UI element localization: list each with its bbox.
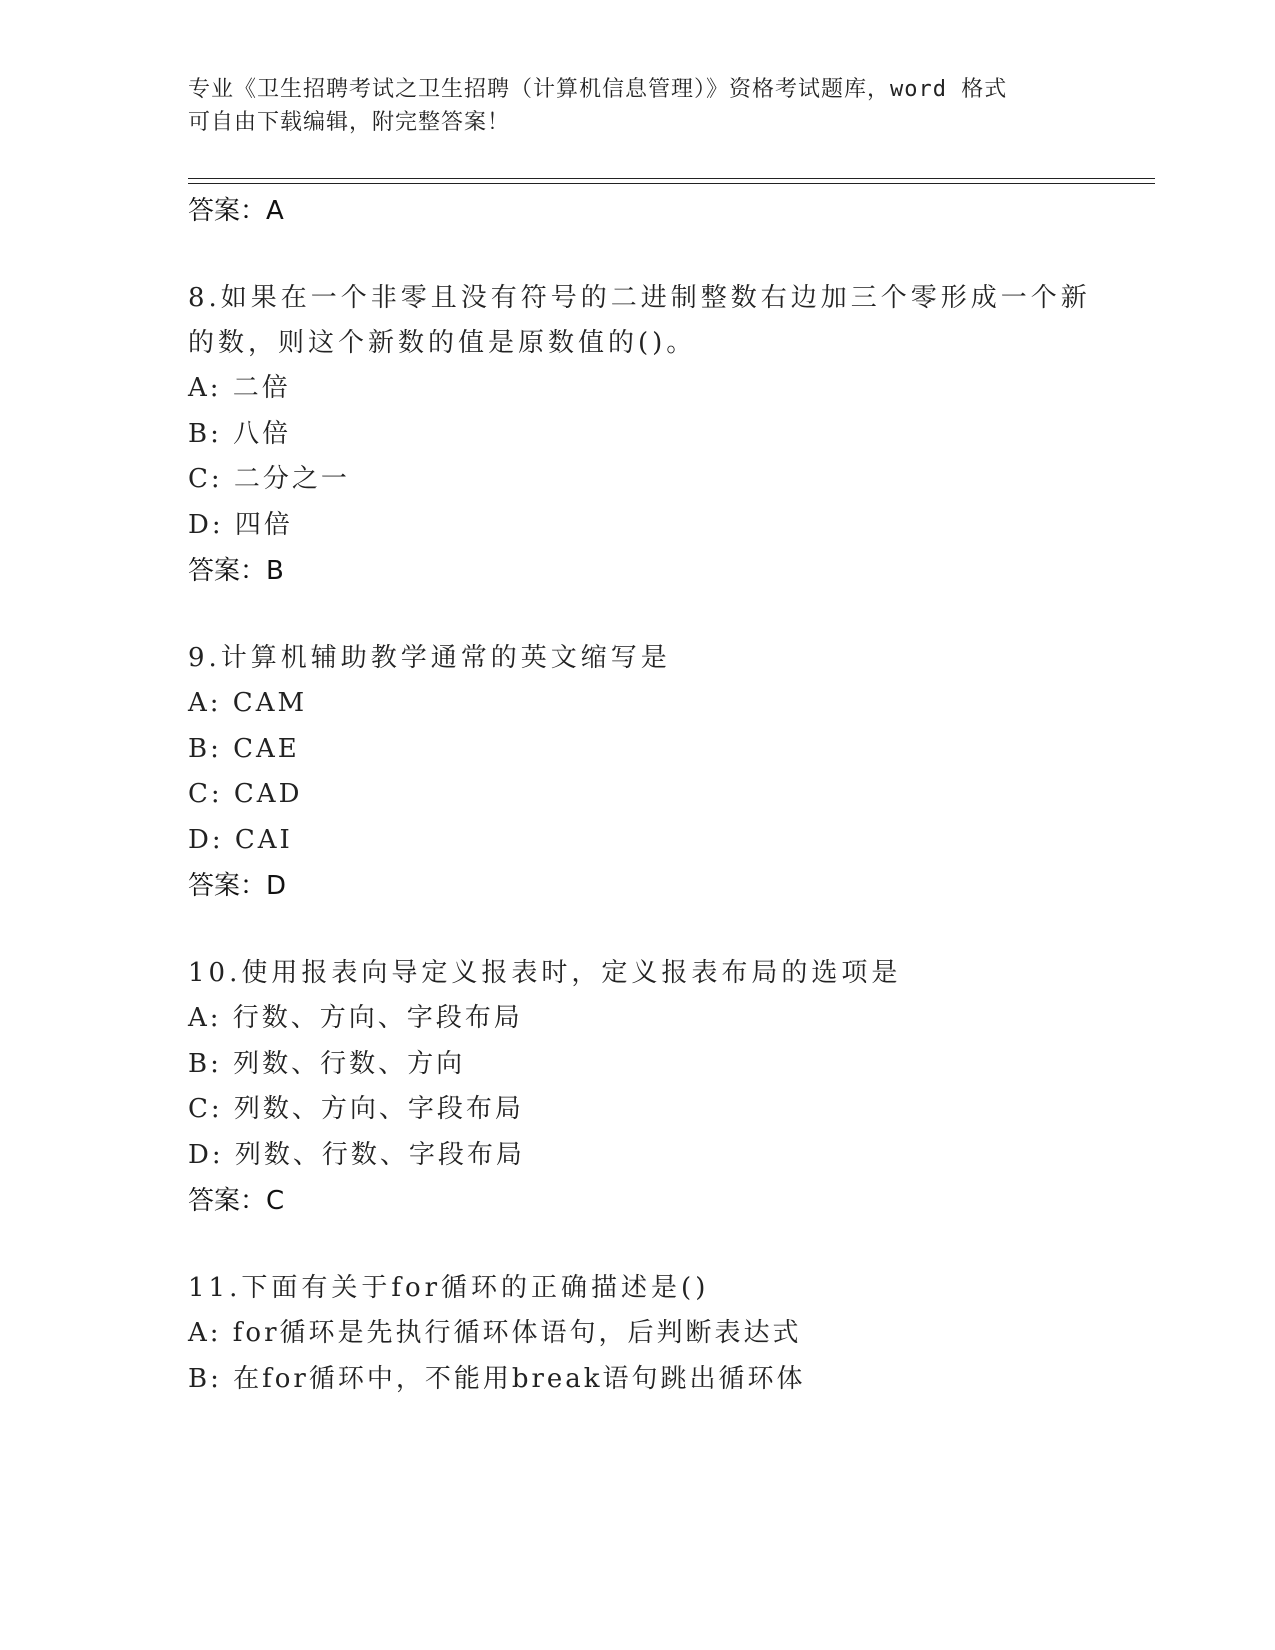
option-b: B: CAE [188, 733, 300, 764]
question-10 [188, 951, 1148, 1224]
option-b: B: 八倍 [188, 418, 292, 449]
header-line-1: 专业《卫生招聘考试之卫生招聘（计算机信息管理）》资格考试题库，word 格式 [188, 77, 1008, 102]
answer-line: 答案：B [188, 556, 284, 586]
header-divider-top [188, 178, 1155, 179]
question-stem-line: 8.如果在一个非零且没有符号的二进制整数右边加三个零形成一个新 [188, 283, 1091, 313]
option-d: D: CAI [188, 824, 293, 855]
question-9 [188, 636, 1148, 909]
question-stem-line: 11.下面有关于for循环的正确描述是() [188, 1273, 710, 1303]
option-a: A: CAM [188, 688, 308, 718]
question-11 [188, 1266, 1148, 1402]
question-stem [188, 1266, 1148, 1311]
option-c: C: CAD [188, 779, 303, 809]
document-header [188, 73, 1088, 139]
question-stem-line: 10.使用报表向导定义报表时，定义报表布局的选项是 [188, 958, 902, 988]
option-a: A: 二倍 [188, 373, 291, 403]
question-list [188, 188, 1148, 1444]
option-a: A: 行数、方向、字段布局 [188, 1003, 523, 1033]
question-stem-line: 的数，则这个新数的值是原数值的()。 [188, 328, 697, 358]
question-8 [188, 276, 1148, 594]
question-stem [188, 276, 1148, 366]
question-stem [188, 636, 1148, 681]
option-a: A: for循环是先执行循环体语句，后判断表达式 [188, 1318, 802, 1348]
answer-line: 答案：D [188, 871, 287, 901]
option-b: B: 列数、行数、方向 [188, 1048, 466, 1079]
header-line-2: 可自由下载编辑，附完整答案！ [188, 110, 511, 135]
option-b: B: 在for循环中，不能用break语句跳出循环体 [188, 1363, 806, 1394]
header-divider-bottom [188, 183, 1155, 184]
option-c: C: 列数、方向、字段布局 [188, 1094, 524, 1124]
answer-line: 答案：A [188, 196, 284, 226]
question-stem [188, 951, 1148, 996]
question-stem-line: 9.计算机辅助教学通常的英文缩写是 [188, 643, 671, 673]
option-c: C: 二分之一 [188, 464, 350, 494]
option-d: D: 四倍 [188, 509, 293, 540]
answer-line: 答案：C [188, 1186, 285, 1216]
option-d: D: 列数、行数、字段布局 [188, 1139, 525, 1170]
